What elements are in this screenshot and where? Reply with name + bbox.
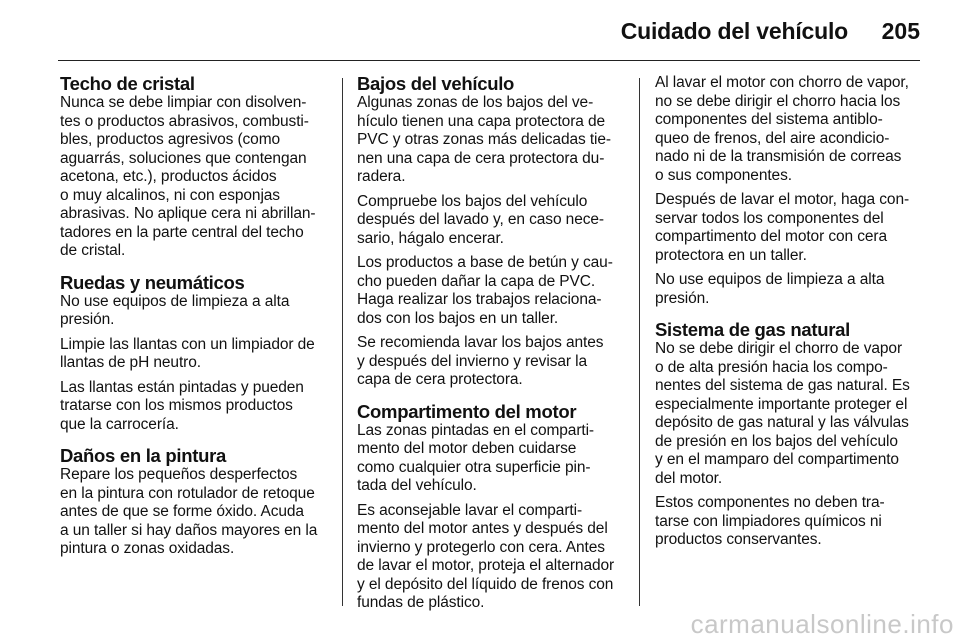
paragraph: Después de lavar el motor, haga con- servar todos los componentes del compartimento del motor con cera protectora en un taller. bbox=[655, 191, 910, 264]
paragraph: No use equipos de limpieza a alta presión. bbox=[655, 271, 885, 307]
column-divider bbox=[639, 78, 640, 606]
page-title: Cuidado del vehículo bbox=[620, 18, 848, 44]
paragraph: Al lavar el motor con chorro de vapor, no se debe dirigir el chorro hacia los componentes del sistema antiblo- queo de frenos, del aire acondicio- nado ni de la transmisión de correas o sus componentes. bbox=[655, 74, 909, 184]
section-heading: Sistema de gas natural bbox=[655, 319, 850, 340]
paragraph: No use equipos de limpieza a alta presión. bbox=[60, 292, 290, 328]
paragraph: No se debe dirigir el chorro de vapor o de alta presión hacia los compo- nentes del sistema de gas natural. Es especialmente importante proteger el depósito de gas natural y las válvulas de presión en los bajos del vehículo y en el mamparo del compartimento del motor. bbox=[655, 340, 910, 487]
section-heading: Bajos del vehículo bbox=[357, 73, 515, 94]
section-compartimento-del-motor bbox=[357, 402, 627, 613]
section-techo-de-cristal bbox=[60, 74, 328, 261]
section-heading: Compartimento del motor bbox=[357, 400, 577, 422]
paragraph: Los productos a base de betún y cau- cho pueden dañar la capa de PVC. Haga realizar los trabajos relaciona- dos con los bajos en un taller. bbox=[357, 254, 613, 327]
paragraph: Se recomienda lavar los bajos antes y después del invierno y revisar la capa de cera protectora. bbox=[357, 334, 604, 388]
text-column-2 bbox=[357, 74, 627, 625]
paragraph: Limpie las llantas con un limpiador de llantas de pH neutro. bbox=[60, 335, 315, 371]
section-motor-continued bbox=[655, 74, 923, 308]
watermark: carmanualsonline.info bbox=[690, 609, 954, 639]
section-danos-en-la-pintura bbox=[60, 446, 328, 559]
section-sistema-de-gas-natural bbox=[655, 320, 923, 550]
section-ruedas-y-neumaticos bbox=[60, 273, 328, 435]
paragraph: Es aconsejable lavar el comparti- mento del motor antes y después del invierno y protegerlo con cera. Antes de lavar el motor, proteja el alternador y el depósito del líquido de frenos con fundas de plástico. bbox=[357, 501, 615, 611]
section-heading: Techo de cristal bbox=[60, 73, 195, 94]
text-column-3 bbox=[655, 74, 923, 562]
paragraph: Las zonas pintadas en el comparti- mento del motor deben cuidarse como cualquier otra superficie pin- tada del vehículo. bbox=[357, 421, 594, 494]
paragraph: Algunas zonas de los bajos del ve- hículo tienen una capa protectora de PVC y otras zonas más delicadas tie- nen una capa de cera protectora du- radera. bbox=[357, 94, 611, 185]
paragraph: Las llantas están pintadas y pueden tratarse con los mismos productos que la carrocería. bbox=[60, 378, 304, 433]
section-bajos-del-vehiculo bbox=[357, 74, 627, 390]
paragraph: Repare los pequeños desperfectos en la pintura con rotulador de retoque antes de que se forme óxido. Acuda a un taller si hay daños mayores en la pintura o zonas oxidadas. bbox=[60, 466, 318, 557]
section-heading: Daños en la pintura bbox=[60, 445, 226, 466]
page-header bbox=[58, 14, 920, 54]
page-number: 205 bbox=[881, 18, 920, 44]
paragraph: Estos componentes no deben tra- tarse con limpiadores químicos ni productos conservantes. bbox=[655, 494, 885, 548]
paragraph: Compruebe los bajos del vehículo después del lavado y, en caso nece- sario, hágalo encerar. bbox=[357, 192, 604, 247]
paragraph: Nunca se debe limpiar con disolven- tes o productos abrasivos, combusti- bles, productos agresivos (como aguarrás, soluciones que contengan acetona, etc.), productos ácidos o muy alcalinos, ni con esponjas abrasivas. No aplique cera ni abrillan- tadores en la parte central del techo de cristal. bbox=[60, 94, 316, 259]
section-heading: Ruedas y neumáticos bbox=[60, 271, 245, 293]
column-divider bbox=[342, 78, 343, 606]
text-column-1 bbox=[60, 74, 328, 571]
header-rule bbox=[58, 60, 920, 61]
